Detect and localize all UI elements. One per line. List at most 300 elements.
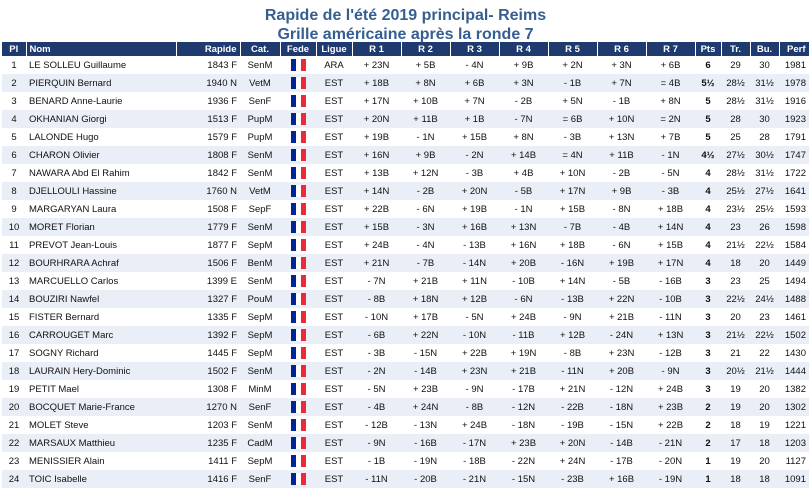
place-cell: 15 [2,308,26,326]
round-2-cell: + 24N [401,398,450,416]
round-5-cell: + 2N [548,56,597,74]
category-cell: PouM [240,290,280,308]
rating-cell: 1308 F [176,380,240,398]
league-cell: EST [316,218,352,236]
table-header-row [2,42,809,56]
column-header: R 2 [401,42,450,56]
player-name-cell: NAWARA Abd El Rahim [26,164,176,182]
round-3-cell: + 19B [450,200,499,218]
round-6-cell: + 22N [597,290,646,308]
performance-cell: 1747 [779,146,809,164]
column-header: Pl [2,42,26,56]
round-4-cell: - 11B [499,326,548,344]
round-2-cell: - 19N [401,452,450,470]
place-cell: 22 [2,434,26,452]
place-cell: 18 [2,362,26,380]
round-7-cell: - 3B [646,182,695,200]
tiebreak-tr-cell: 19 [721,380,750,398]
tiebreak-bu-cell: 20 [750,398,779,416]
points-cell: 5 [695,92,721,110]
france-flag-icon [291,347,306,359]
category-cell: SenF [240,92,280,110]
performance-cell: 1382 [779,380,809,398]
performance-cell: 1502 [779,326,809,344]
round-6-cell: + 3N [597,56,646,74]
france-flag-icon [291,59,306,71]
round-1-cell: + 22B [352,200,401,218]
round-1-cell: + 16N [352,146,401,164]
tiebreak-tr-cell: 22½ [721,290,750,308]
rating-cell: 1502 F [176,362,240,380]
round-6-cell: + 11B [597,146,646,164]
round-7-cell: + 22B [646,416,695,434]
france-flag-icon [291,437,306,449]
round-5-cell: - 19B [548,416,597,434]
round-1-cell: - 12B [352,416,401,434]
round-6-cell: + 9B [597,182,646,200]
league-cell: EST [316,110,352,128]
table-row [2,416,809,434]
federation-cell [280,236,316,254]
tiebreak-tr-cell: 21 [721,344,750,362]
tiebreak-bu-cell: 18 [750,434,779,452]
round-3-cell: - 21N [450,470,499,488]
round-2-cell: + 18N [401,290,450,308]
rating-cell: 1760 N [176,182,240,200]
column-header: R 5 [548,42,597,56]
table-row [2,56,809,74]
points-cell: 4½ [695,146,721,164]
points-cell: 4 [695,164,721,182]
tiebreak-bu-cell: 28 [750,128,779,146]
table-row [2,236,809,254]
round-3-cell: - 9N [450,380,499,398]
round-6-cell: + 7N [597,74,646,92]
table-row [2,254,809,272]
place-cell: 19 [2,380,26,398]
round-5-cell: - 9N [548,308,597,326]
rating-cell: 1327 F [176,290,240,308]
league-cell: EST [316,344,352,362]
table-row [2,272,809,290]
column-header: R 3 [450,42,499,56]
league-cell: EST [316,290,352,308]
performance-cell: 1923 [779,110,809,128]
points-cell: 3 [695,308,721,326]
round-1-cell: - 8B [352,290,401,308]
column-header: R 1 [352,42,401,56]
tiebreak-bu-cell: 30 [750,56,779,74]
rating-cell: 1411 F [176,452,240,470]
round-2-cell: + 8N [401,74,450,92]
tiebreak-tr-cell: 21½ [721,236,750,254]
column-header: Rapide [176,42,240,56]
category-cell: SepM [240,452,280,470]
category-cell: SepM [240,308,280,326]
round-7-cell: + 13N [646,326,695,344]
round-2-cell: - 14B [401,362,450,380]
round-1-cell: + 14N [352,182,401,200]
performance-cell: 1598 [779,218,809,236]
player-name-cell: LALONDE Hugo [26,128,176,146]
tiebreak-bu-cell: 25 [750,272,779,290]
category-cell: SenM [240,416,280,434]
round-6-cell: + 13N [597,128,646,146]
round-1-cell: - 7N [352,272,401,290]
player-name-cell: LE SOLLEU Guillaume [26,56,176,74]
france-flag-icon [291,275,306,287]
performance-cell: 1488 [779,290,809,308]
performance-cell: 1221 [779,416,809,434]
tiebreak-tr-cell: 28½ [721,74,750,92]
table-row [2,164,809,182]
column-header: Bu. [750,42,779,56]
performance-cell: 1091 [779,470,809,488]
round-3-cell: - 5N [450,308,499,326]
league-cell: EST [316,164,352,182]
league-cell: EST [316,452,352,470]
points-cell: 3 [695,344,721,362]
place-cell: 9 [2,200,26,218]
points-cell: 4 [695,218,721,236]
round-2-cell: - 20B [401,470,450,488]
player-name-cell: MARGARYAN Laura [26,200,176,218]
points-cell: 3 [695,290,721,308]
place-cell: 24 [2,470,26,488]
france-flag-icon [291,167,306,179]
round-4-cell: + 8N [499,128,548,146]
round-4-cell: - 12N [499,398,548,416]
rating-cell: 1445 F [176,344,240,362]
place-cell: 21 [2,416,26,434]
federation-cell [280,254,316,272]
round-3-cell: + 1B [450,110,499,128]
points-cell: 4 [695,254,721,272]
round-5-cell: + 5N [548,92,597,110]
france-flag-icon [291,131,306,143]
tiebreak-bu-cell: 30 [750,110,779,128]
points-cell: 2 [695,416,721,434]
round-3-cell: + 16B [450,218,499,236]
player-name-cell: DJELLOULI Hassine [26,182,176,200]
performance-cell: 1444 [779,362,809,380]
round-7-cell: - 16B [646,272,695,290]
league-cell: EST [316,182,352,200]
rating-cell: 1877 F [176,236,240,254]
tiebreak-bu-cell: 20 [750,254,779,272]
rating-cell: 1936 F [176,92,240,110]
federation-cell [280,92,316,110]
round-7-cell: - 10B [646,290,695,308]
place-cell: 13 [2,272,26,290]
points-cell: 3 [695,272,721,290]
tiebreak-tr-cell: 19 [721,398,750,416]
round-1-cell: - 5N [352,380,401,398]
column-header: Fede [280,42,316,56]
tiebreak-tr-cell: 18 [721,254,750,272]
federation-cell [280,326,316,344]
round-4-cell: + 23B [499,434,548,452]
points-cell: 3 [695,380,721,398]
table-row [2,470,809,488]
player-name-cell: OKHANIAN Giorgi [26,110,176,128]
round-4-cell: + 24B [499,308,548,326]
round-3-cell: + 20N [450,182,499,200]
round-3-cell: - 14N [450,254,499,272]
table-row [2,92,809,110]
federation-cell [280,272,316,290]
player-name-cell: MOLET Steve [26,416,176,434]
round-5-cell: - 13B [548,290,597,308]
league-cell: EST [316,470,352,488]
france-flag-icon [291,149,306,161]
round-6-cell: + 20B [597,362,646,380]
round-4-cell: + 16N [499,236,548,254]
france-flag-icon [291,221,306,233]
round-7-cell: - 5N [646,164,695,182]
table-row [2,344,809,362]
category-cell: SepF [240,200,280,218]
federation-cell [280,110,316,128]
tiebreak-tr-cell: 20 [721,308,750,326]
performance-cell: 1302 [779,398,809,416]
tiebreak-tr-cell: 28½ [721,92,750,110]
table-row [2,200,809,218]
round-5-cell: + 12B [548,326,597,344]
france-flag-icon [291,257,306,269]
table-row [2,290,809,308]
round-4-cell: + 20B [499,254,548,272]
rating-cell: 1335 F [176,308,240,326]
player-name-cell: CHARON Olivier [26,146,176,164]
standings-table [2,42,810,488]
round-4-cell: - 17B [499,380,548,398]
player-name-cell: TOIC Isabelle [26,470,176,488]
points-cell: 3 [695,326,721,344]
category-cell: PupM [240,110,280,128]
round-6-cell: - 24N [597,326,646,344]
player-name-cell: BOURHRARA Achraf [26,254,176,272]
tiebreak-bu-cell: 20 [750,380,779,398]
round-6-cell: + 16B [597,470,646,488]
round-4-cell: - 2B [499,92,548,110]
round-4-cell: - 10B [499,272,548,290]
round-1-cell: - 2N [352,362,401,380]
performance-cell: 1978 [779,74,809,92]
place-cell: 20 [2,398,26,416]
player-name-cell: MARCUELLO Carlos [26,272,176,290]
column-header: Cat. [240,42,280,56]
round-5-cell: - 8B [548,344,597,362]
category-cell: SepM [240,344,280,362]
round-6-cell: + 23N [597,344,646,362]
federation-cell [280,146,316,164]
round-7-cell: - 21N [646,434,695,452]
player-name-cell: BOCQUET Marie-France [26,398,176,416]
category-cell: SepM [240,326,280,344]
round-3-cell: - 18B [450,452,499,470]
league-cell: EST [316,326,352,344]
federation-cell [280,362,316,380]
round-2-cell: - 2B [401,182,450,200]
round-2-cell: + 21B [401,272,450,290]
round-1-cell: - 4B [352,398,401,416]
round-3-cell: - 3B [450,164,499,182]
page-title: Rapide de l'été 2019 principal- Reims [264,7,547,24]
round-7-cell: + 8N [646,92,695,110]
place-cell: 14 [2,290,26,308]
league-cell: EST [316,434,352,452]
round-6-cell: + 19B [597,254,646,272]
round-4-cell: - 6N [499,290,548,308]
round-1-cell: - 6B [352,326,401,344]
rating-cell: 1416 F [176,470,240,488]
performance-cell: 1641 [779,182,809,200]
round-4-cell: + 19N [499,344,548,362]
tiebreak-tr-cell: 28 [721,110,750,128]
federation-cell [280,470,316,488]
rating-cell: 1579 F [176,128,240,146]
round-1-cell: + 19B [352,128,401,146]
round-5-cell: + 17N [548,182,597,200]
federation-cell [280,416,316,434]
league-cell: EST [316,128,352,146]
column-header: Nom [26,42,176,56]
round-6-cell: - 1B [597,92,646,110]
player-name-cell: LAURAIN Hery-Dominic [26,362,176,380]
round-2-cell: - 1N [401,128,450,146]
league-cell: EST [316,272,352,290]
round-5-cell: - 23B [548,470,597,488]
federation-cell [280,56,316,74]
round-5-cell: + 24N [548,452,597,470]
table-row [2,110,809,128]
performance-cell: 1791 [779,128,809,146]
federation-cell [280,308,316,326]
round-7-cell: - 19N [646,470,695,488]
round-2-cell: - 6N [401,200,450,218]
table-row [2,182,809,200]
table-row [2,308,809,326]
player-name-cell: PETIT Mael [26,380,176,398]
round-7-cell: - 12B [646,344,695,362]
league-cell: ARA [316,56,352,74]
france-flag-icon [291,239,306,251]
france-flag-icon [291,455,306,467]
round-4-cell: - 18N [499,416,548,434]
table-row [2,146,809,164]
round-3-cell: - 17N [450,434,499,452]
performance-cell: 1593 [779,200,809,218]
round-3-cell: + 12B [450,290,499,308]
round-6-cell: - 17B [597,452,646,470]
league-cell: EST [316,200,352,218]
points-cell: 4 [695,236,721,254]
category-cell: SenM [240,146,280,164]
performance-cell: 1584 [779,236,809,254]
round-6-cell: - 6N [597,236,646,254]
france-flag-icon [291,329,306,341]
round-6-cell: - 5B [597,272,646,290]
france-flag-icon [291,95,306,107]
federation-cell [280,290,316,308]
points-cell: 5 [695,110,721,128]
round-3-cell: + 15B [450,128,499,146]
tiebreak-tr-cell: 21½ [721,326,750,344]
rating-cell: 1842 F [176,164,240,182]
round-1-cell: + 15B [352,218,401,236]
round-3-cell: + 22B [450,344,499,362]
player-name-cell: MENISSIER Alain [26,452,176,470]
round-7-cell: - 20N [646,452,695,470]
place-cell: 1 [2,56,26,74]
tiebreak-bu-cell: 22½ [750,236,779,254]
tiebreak-tr-cell: 20½ [721,362,750,380]
page-subtitle: Grille américaine après la ronde 7 [277,26,534,43]
category-cell: MinM [240,380,280,398]
round-5-cell: - 1B [548,74,597,92]
tiebreak-bu-cell: 18 [750,470,779,488]
tiebreak-bu-cell: 31½ [750,164,779,182]
player-name-cell: BENARD Anne-Laurie [26,92,176,110]
round-6-cell: - 14B [597,434,646,452]
tiebreak-tr-cell: 23 [721,272,750,290]
table-row [2,362,809,380]
round-5-cell: = 6B [548,110,597,128]
federation-cell [280,344,316,362]
round-4-cell: + 14B [499,146,548,164]
place-cell: 11 [2,236,26,254]
round-6-cell: + 21B [597,308,646,326]
round-6-cell: - 4B [597,218,646,236]
league-cell: EST [316,92,352,110]
round-1-cell: + 21N [352,254,401,272]
round-7-cell: - 1N [646,146,695,164]
tiebreak-bu-cell: 23 [750,308,779,326]
round-3-cell: + 11N [450,272,499,290]
federation-cell [280,200,316,218]
round-7-cell: + 18B [646,200,695,218]
tiebreak-tr-cell: 25½ [721,182,750,200]
performance-cell: 1449 [779,254,809,272]
round-2-cell: - 15N [401,344,450,362]
tiebreak-bu-cell: 31½ [750,74,779,92]
round-7-cell: + 15B [646,236,695,254]
round-5-cell: = 4N [548,146,597,164]
france-flag-icon [291,311,306,323]
league-cell: EST [316,254,352,272]
category-cell: SenM [240,362,280,380]
federation-cell [280,398,316,416]
round-7-cell: = 2N [646,110,695,128]
federation-cell [280,182,316,200]
performance-cell: 1981 [779,56,809,74]
round-5-cell: + 18B [548,236,597,254]
table-row [2,380,809,398]
round-4-cell: - 22N [499,452,548,470]
performance-cell: 1430 [779,344,809,362]
category-cell: CadM [240,434,280,452]
federation-cell [280,434,316,452]
tiebreak-tr-cell: 28½ [721,164,750,182]
category-cell: SenF [240,470,280,488]
performance-cell: 1461 [779,308,809,326]
column-header: R 6 [597,42,646,56]
round-5-cell: - 11N [548,362,597,380]
tiebreak-tr-cell: 17 [721,434,750,452]
table-row [2,74,809,92]
place-cell: 12 [2,254,26,272]
